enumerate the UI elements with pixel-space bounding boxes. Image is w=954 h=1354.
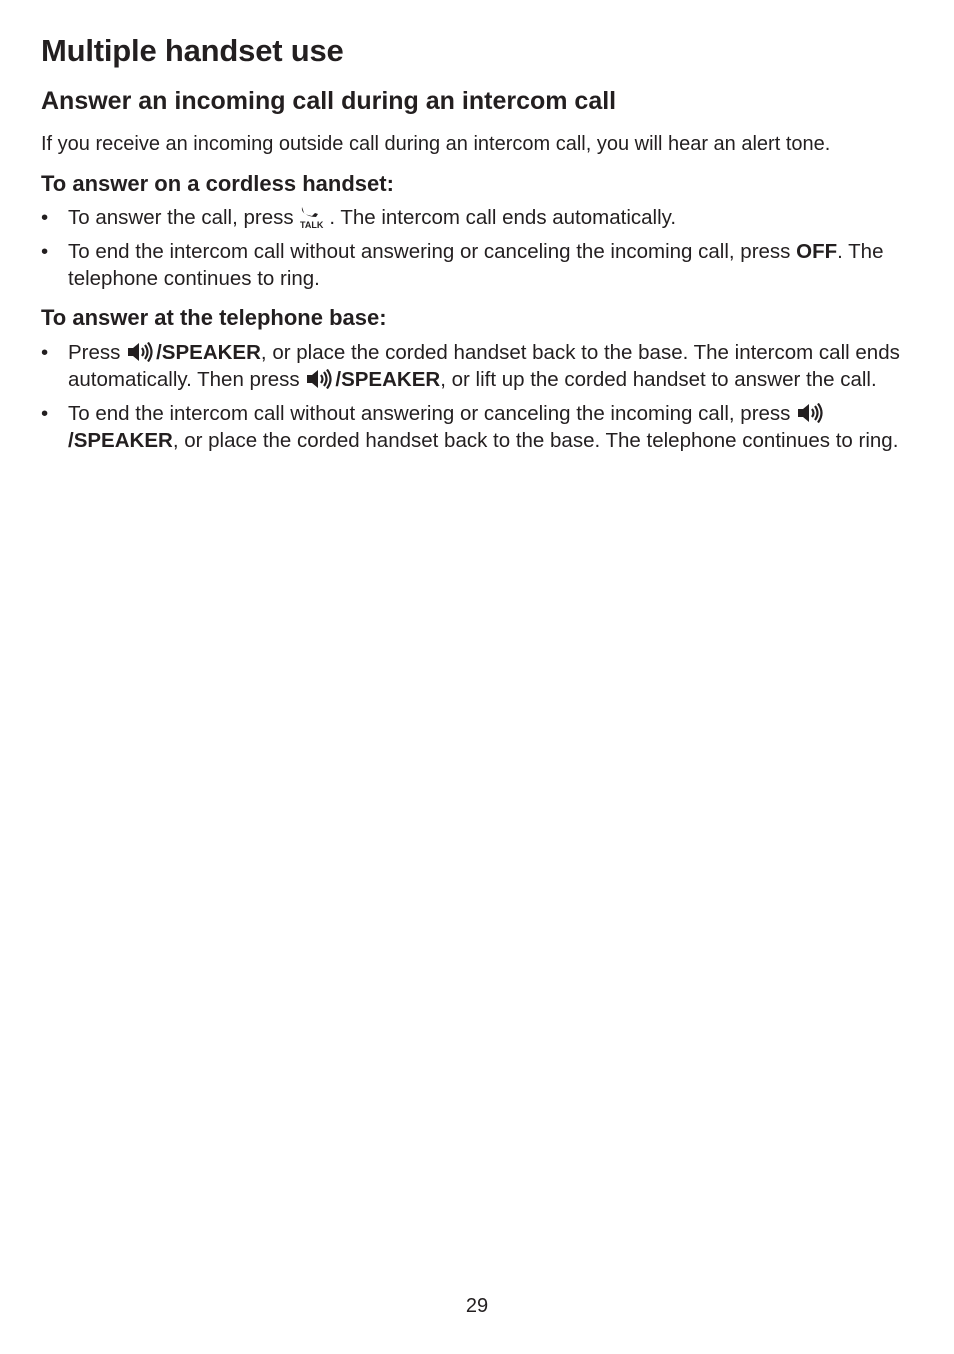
page-number: 29	[465, 1295, 489, 1317]
cordless-heading: To answer on a cordless handset:	[41, 171, 394, 196]
base-heading: To answer at the telephone base:	[41, 305, 387, 330]
section-title: Answer an incoming call during an intercom call	[41, 87, 617, 115]
talk-icon	[299, 205, 329, 229]
svg-text:TALK: TALK	[300, 220, 324, 229]
speaker-key-label: /SPEAKER	[68, 429, 173, 452]
speaker-icon	[796, 403, 826, 423]
speaker-icon	[126, 342, 156, 362]
list-item: • To end the intercom call without answering or canceling the incoming call, press OFF. The telephone continues to ring.	[41, 238, 901, 292]
speaker-key-label: /SPEAKER	[335, 368, 441, 391]
list-item: • Press /SPEAKER, or place the corded handset back to the base. The intercom call ends automatically. Then press /SPEAKER, or lift up the corded handset to answer the call.	[41, 339, 901, 393]
speaker-key-label: /SPEAKER	[156, 341, 261, 364]
base-list	[41, 339, 901, 461]
off-key-label: OFF	[796, 240, 838, 263]
speaker-icon	[305, 369, 335, 389]
list-item: • To end the intercom call without answering or canceling the incoming call, press /SPEAKER, or place the corded handset back to the base. The telephone continues to ring.	[41, 400, 901, 454]
page-title: Multiple handset use	[41, 33, 344, 68]
intro-paragraph: If you receive an incoming outside call during an intercom call, you will hear an alert tone.	[41, 133, 831, 155]
cordless-list	[41, 204, 901, 299]
list-item: • To answer the call, press TALK . The intercom call ends automatically.	[41, 204, 901, 231]
